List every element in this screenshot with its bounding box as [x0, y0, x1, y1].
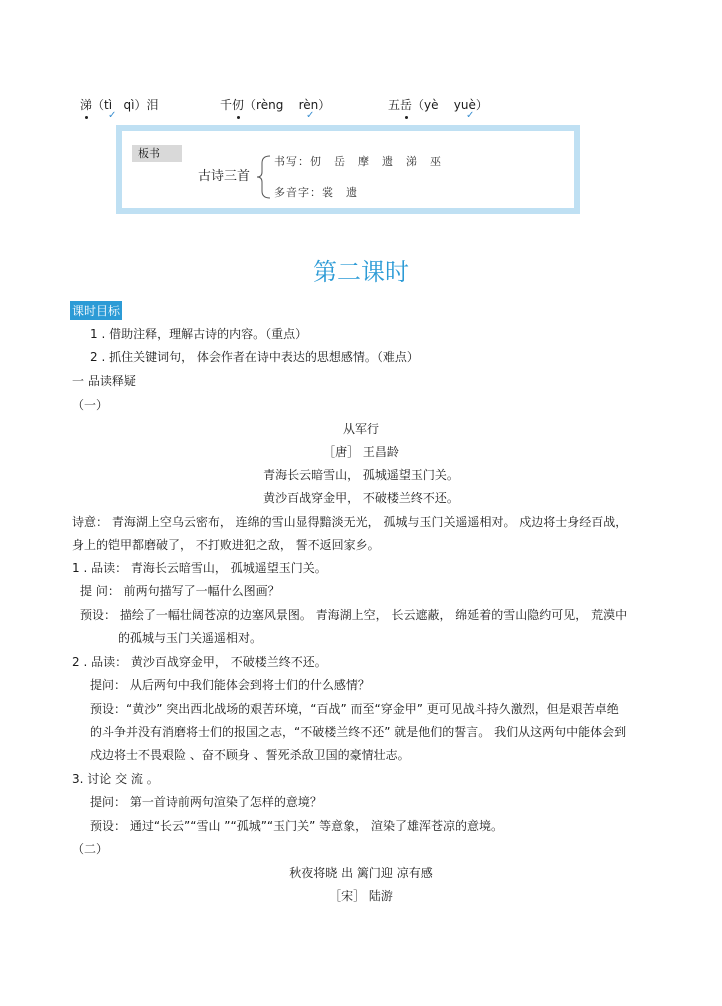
pinyin-item-ren: 千仞（rèng rèn） — [220, 98, 331, 112]
section-heading: 一 品读释疑 — [72, 374, 136, 388]
check-mark-icon: ✓ — [306, 110, 315, 121]
question-head: 2 . 品读： 黄沙百战穿金甲， 不破楼兰终不还。 — [72, 655, 327, 669]
poem-line: 黄沙百战穿金甲， 不破楼兰终不还。 — [263, 491, 459, 505]
part-heading: （一） — [72, 398, 109, 412]
poem-author: ［宋］ 陆游 — [329, 889, 393, 903]
pinyin-reading: qì — [123, 98, 135, 112]
part-heading: （二） — [72, 842, 109, 856]
board-tag: 板书 — [132, 145, 182, 162]
goal-item: 2 . 抓住关键词句， 体会作者在诗中表达的思想感情。（难点） — [90, 350, 419, 364]
board-summary — [116, 125, 580, 214]
pinyin-reading: rèn — [298, 98, 319, 112]
board-title: 古诗三首 — [198, 169, 251, 184]
pinyin-reading: rèng — [256, 98, 284, 112]
question-ask: 提问： 从后两句中我们能体会到将士们的什么感情？ — [90, 678, 370, 692]
pinyin-reading: tì — [104, 98, 113, 112]
board-line-writing: 书写：仞 岳 摩 遗 涕 巫 — [274, 155, 442, 168]
question-head: 1 . 品读： 青海长云暗雪山， 孤城遥望玉门关。 — [72, 561, 327, 575]
pinyin-word: 涕 — [80, 98, 93, 112]
meaning-line: 身上的铠甲都磨破了， 不打败进犯之敌， 誓不返回家乡。 — [72, 538, 380, 552]
lesson-title: 第二课时 — [313, 258, 409, 286]
goal-tag: 课时目标 — [70, 301, 122, 320]
pinyin-reading: yuè — [453, 98, 476, 112]
poem-title: 秋夜将晓 出 篱门迎 凉有感 — [289, 866, 433, 880]
question-answer: 戍边将士不畏艰险 、奋不顾身 、誓死杀敌卫国的豪情壮志。 — [90, 748, 410, 762]
brace-icon — [256, 155, 272, 199]
question-answer: 预设： 通过“长云”“雪山 ”“孤城”“玉门关” 等意象， 渲染了雄浑苍凉的意境。 — [90, 819, 503, 833]
question-answer: 的孤城与玉门关遥遥相对。 — [118, 631, 263, 645]
check-mark-icon: ✓ — [108, 110, 117, 121]
question-answer: 预设：“黄沙” 突出西北战场的艰苦环境，“百战” 而至“穿金甲” 更可见战斗持久激烈，但是艰苦卓绝 — [90, 702, 619, 716]
poem-author: ［唐］ 王昌龄 — [323, 445, 399, 459]
question-answer: 的斗争并没有消磨将士们的报国之志，“不破楼兰终不还” 就是他们的誓言。 我们从这两句中能体会到 — [90, 725, 627, 739]
pinyin-suffix: 泪 — [146, 98, 159, 112]
board-line-polyphone: 多音字：裳 遗 — [274, 186, 358, 199]
pinyin-item-ti: 涕（tì qì）泪 — [80, 98, 159, 112]
question-ask: 提问： 第一首诗前两句渲染了怎样的意境？ — [90, 795, 322, 809]
question-answer: 预设： 描绘了一幅壮阔苍凉的边塞风景图。 青海湖上空， 长云遮蔽， 绵延着的雪山隐约可见， 荒漠中 — [80, 608, 628, 622]
question-ask: 提 问： 前两句描写了一幅什么图画？ — [80, 584, 280, 598]
pinyin-reading: yè — [424, 98, 439, 112]
check-mark-icon: ✓ — [466, 110, 475, 121]
question-head: 3. 讨论 交 流 。 — [72, 772, 159, 786]
pinyin-item-yue: 五岳（yè yuè） — [388, 98, 488, 112]
meaning-line: 诗意： 青海湖上空乌云密布， 连绵的雪山显得黯淡无光， 孤城与玉门关遥遥相对。 戍边将士身经百战， — [72, 515, 628, 529]
poem-line: 青海长云暗雪山， 孤城遥望玉门关。 — [263, 468, 459, 482]
poem-title: 从军行 — [342, 422, 379, 436]
goal-item: 1 . 借助注释，理解古诗的内容。（重点） — [90, 327, 308, 341]
